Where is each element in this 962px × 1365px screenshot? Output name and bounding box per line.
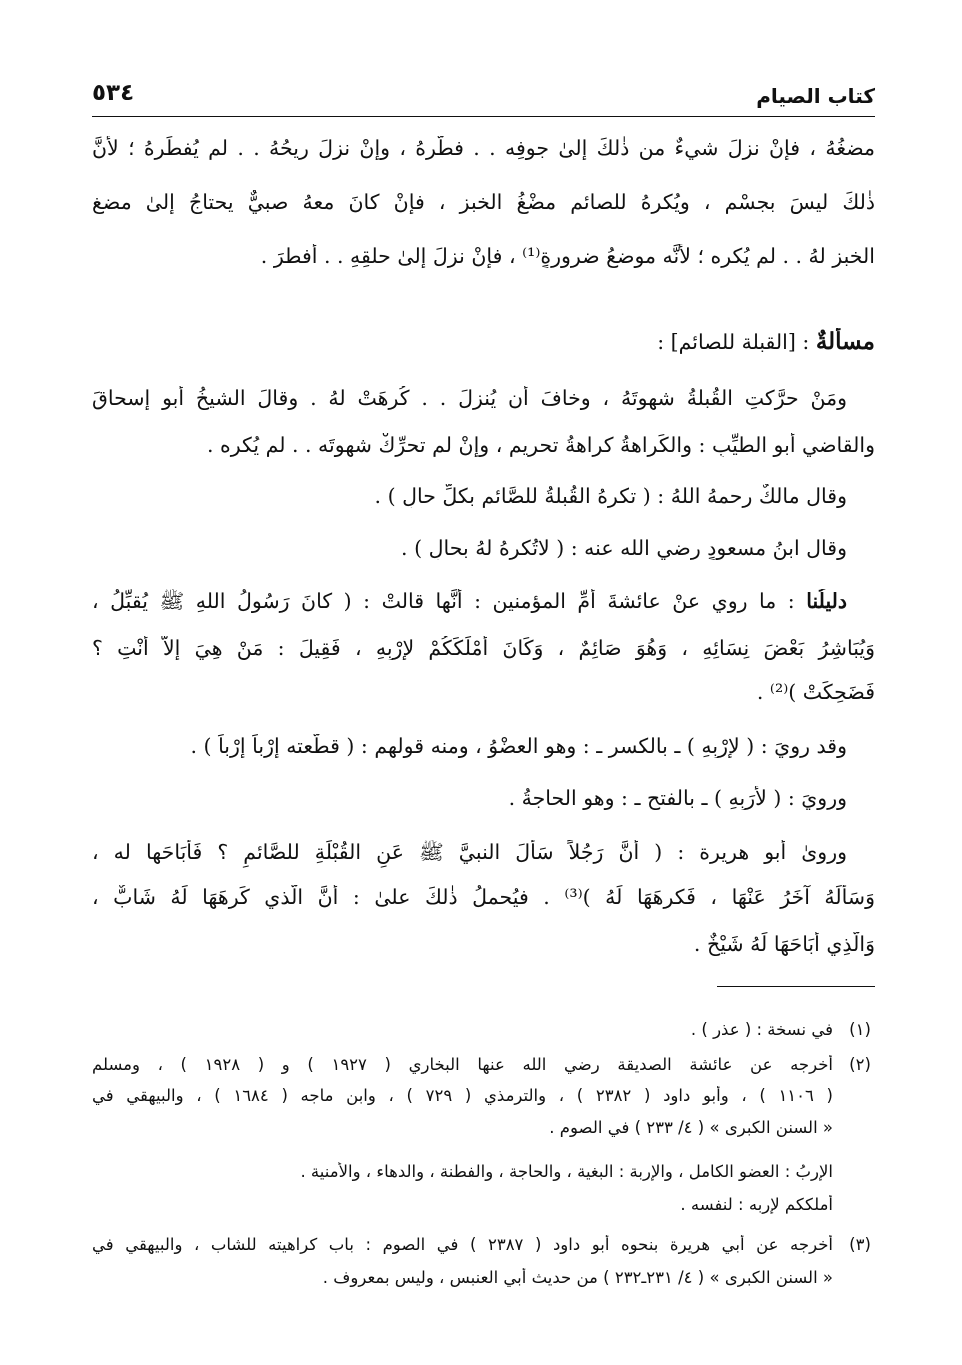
running-header bbox=[92, 70, 875, 117]
header-book-title: كتاب الصيام bbox=[756, 84, 875, 108]
book-page: كتاب الصيام ٥٣٤ مضغُهُ ، فإنْ نزلَ شيءٌ من ذٰلكَ إلىٰ جوفِه . . فطَّرهُ ، وإنْ نزلَ ريحُهُ . . لم يُفطِّرهُ ؛ لأنَّ ذٰلكَ ليسَ بجسْمٍ ، ويُكرهُ للصائمِ مضْغُ الخبزِ ، فإنْ كانَ معهُ صبيٌّ يحتاجُ إلىٰ مضغِ الخبزِ لهُ . . لم يُكره ؛ لأنَّه موضعُ ضرورةٍ⁽¹⁾ ، فإنْ نزلَ إلىٰ حلقِهِ . . أفطرَ . مسألةٌ : [القبلة للصائم] : ومَنْ حرَّكتِ القُبلةُ شهوتَهُ ، وخافَ أن يُنزلَ . . كُرهَتْ لهُ . وقالَ الشيخُ أبو إسحاقَ والقاضي أبو الطيِّبِ : والكَراهةُ كراهةُ تحريمٍ ، وإنْ لم تحرِّكْ شهوتَه . . لم يُكره . وقال مالكٌ رحمهُ اللهُ : ( تكرهُ القُبلةُ للصَّائمِ بكلِّ حالٍ ) . وقال ابنُ مسعودٍ رضي الله عنه : ( لاتُكرهُ لهُ بحالٍ ) . دليلُنا : ما روي عنْ عائشةَ أمِّ المؤمنين : أنَّها قالتْ : ( كانَ رَسُولُ اللهِ ﷺ يُقبِّلُ ، وَيُبَاشِرُ بَعْضَ نِسَائِهِ ، وَهُوَ صَائِمٌ ، وَكَانَ أَمْلَكَكُمْ لإِرْبِهِ ، فَقِيلَ : مَنْ هِيَ إِلاَّ أَنْتِ ؟ فَضَحِكَتْ )⁽²⁾ . وقد رويَ : ( لإِرْبِهِ ) ـ بالكسر ـ : وهو العضْوُ ، ومنه قولهم : ( قطَّعته إِرْباً إِرْباً ) . ورويَ : ( لأَرَبِهِ ) ـ بالفتح ـ : وهو الحاجةُ . وروىٰ أبو هريرة : ( أَنَّ رَجُلاً سَأَلَ النبيَّ ﷺ عَنِ القُبْلَةِ للصَّائمِ ؟ فَأَبَاحَها له ، وَسَأَلَهُ آخَرُ عَنْهَا ، فَكرِهَهَا لَهُ )⁽³⁾ . فيُحملُ ذٰلكَ علىٰ : أَنَّ الَّذي كَرِهَهَا لَهُ شَابٌّ ، وَالَّذِي أَبَاحَهَا لَهُ شَيْخٌ . (١) في نسخة : ( عذر ) . (٢) أخرجه عن عائشة الصديقة رضي الله عنها البخاري ( ١٩٢٧ ) و ( ١٩٢٨ ) ، ومسلم ( ١١٠٦ ) ، وأبو داود ( ٢٣٨٢ ) ، والترمذي ( ٧٢٩ ) ، وابن ماجه ( ١٦٨٤ ) ، والبيهقي في « السنن الكبرى » ( ٤/ ٢٣٣ ) في الصوم . الإربُ : العضو الكامل ، والإربة : البغية ، والحاجة ، والفطنة ، والدهاء ، والأُمنية . أملككم لإربه : لنفسه . (٣) أخرجه عن أبي هريرة بنحوه أبو داود ( ٢٣٨٧ ) في الصوم : باب كراهيته للشاب ، والبيهقي في « السنن الكبرى » ( ٤/ ٢٣١ـ٢٣٢ ) من حديث أبي العنبس ، وليس بمعروف . bbox=[92, 70, 875, 1320]
header-page-number: ٥٣٤ bbox=[92, 80, 135, 106]
footnote-separator bbox=[717, 986, 875, 987]
